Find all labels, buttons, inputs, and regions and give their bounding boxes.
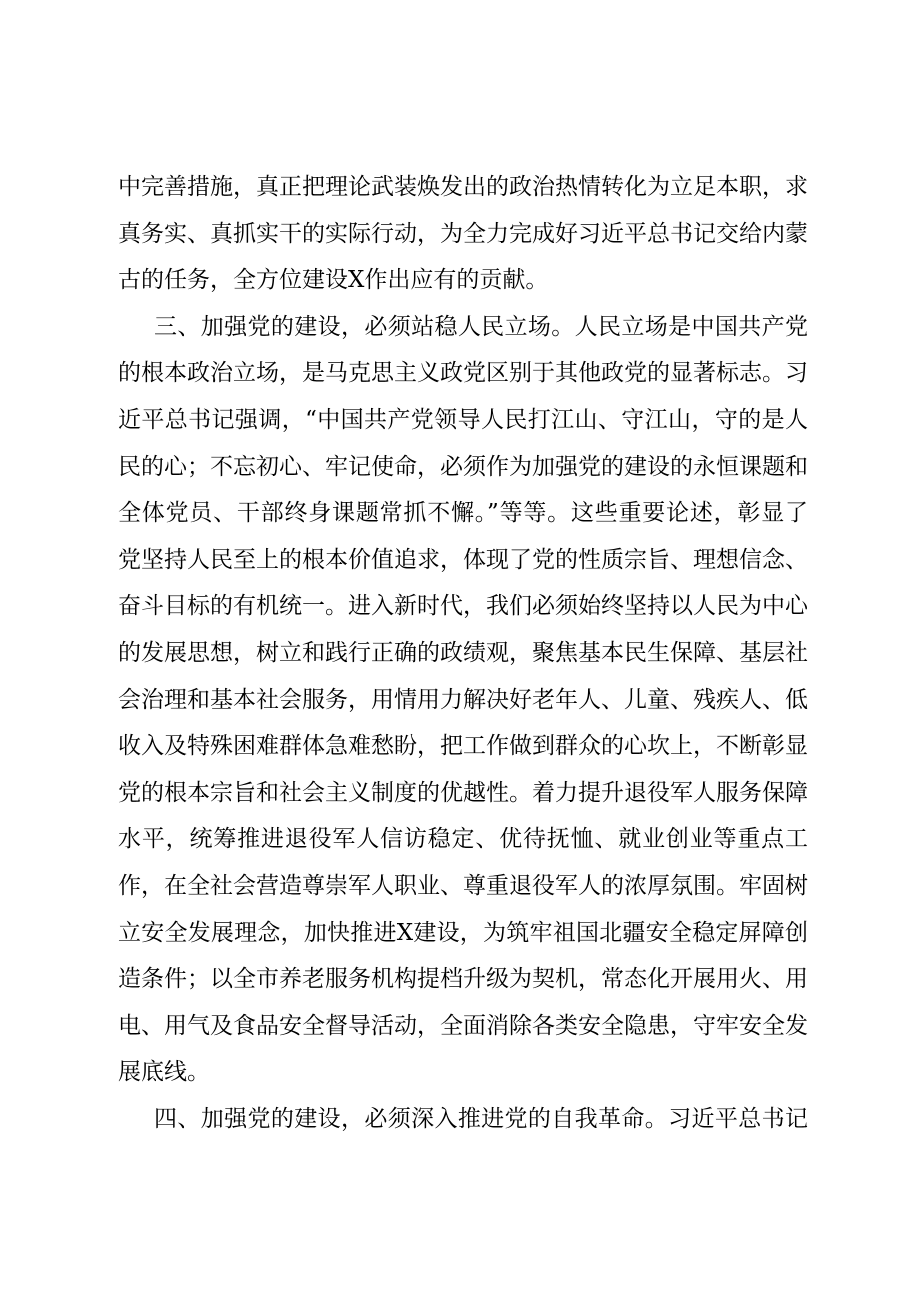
paragraph <box>118 1096 808 1143</box>
paragraph <box>118 304 808 1096</box>
text-line: 全体党员、干部终身课题常抓不懈。”等等。这些重要论述，彰显了 <box>118 500 808 527</box>
text-line: 近平总书记强调，“中国共产党领导人民打江山、守江山，守的是人 <box>118 406 808 433</box>
body-text <box>118 164 808 1142</box>
text-line: 党的根本宗旨和社会主义制度的优越性。着力提升退役军人服务保障 <box>118 779 808 806</box>
text-line: 民的心；不忘初心、牢记使命，必须作为加强党的建设的永恒课题和 <box>118 453 808 480</box>
text-line: 真务实、真抓实干的实际行动，为全力完成好习近平总书记交给内蒙 <box>118 220 808 247</box>
text-line: 的发展思想，树立和践行正确的政绩观，聚焦基本民生保障、基层社 <box>118 639 808 666</box>
text-line: 水平，统筹推进退役军人信访稳定、优待抚恤、就业创业等重点工 <box>118 826 808 853</box>
text-line: 党坚持人民至上的根本价值追求，体现了党的性质宗旨、理想信念、 <box>118 546 808 573</box>
text-line: 展底线。 <box>118 1059 210 1086</box>
text-line: 电、用气及食品安全督导活动，全面消除各类安全隐患，守牢安全发 <box>118 1012 808 1039</box>
text-line: 的根本政治立场，是马克思主义政党区别于其他政党的显著标志。习 <box>118 360 808 387</box>
text-line: 中完善措施，真正把理论武装焕发出的政治热情转化为立足本职，求 <box>118 174 808 200</box>
text-line: 奋斗目标的有机统一。进入新时代，我们必须始终坚持以人民为中心 <box>118 593 808 620</box>
text-line: 会治理和基本社会服务，用情用力解决好老年人、儿童、残疾人、低 <box>118 686 808 713</box>
text-line: 古的任务，全方位建设X作出应有的贡献。 <box>118 267 549 294</box>
text-line: 立安全发展理念，加快推进X建设，为筑牢祖国北疆安全稳定屏障创 <box>118 919 808 946</box>
text-line: 造条件；以全市养老服务机构提档升级为契机，常态化开展用火、用 <box>118 966 808 993</box>
paragraph <box>118 164 808 304</box>
text-line: 四、加强党的建设，必须深入推进党的自我革命。习近平总书记 <box>154 1105 808 1132</box>
text-line: 三、加强党的建设，必须站稳人民立场。人民立场是中国共产党 <box>154 313 808 340</box>
text-line: 收入及特殊困难群体急难愁盼，把工作做到群众的心坎上，不断彰显 <box>118 733 808 760</box>
text-line: 作，在全社会营造尊崇军人职业、尊重退役军人的浓厚氛围。牢固树 <box>118 872 808 899</box>
